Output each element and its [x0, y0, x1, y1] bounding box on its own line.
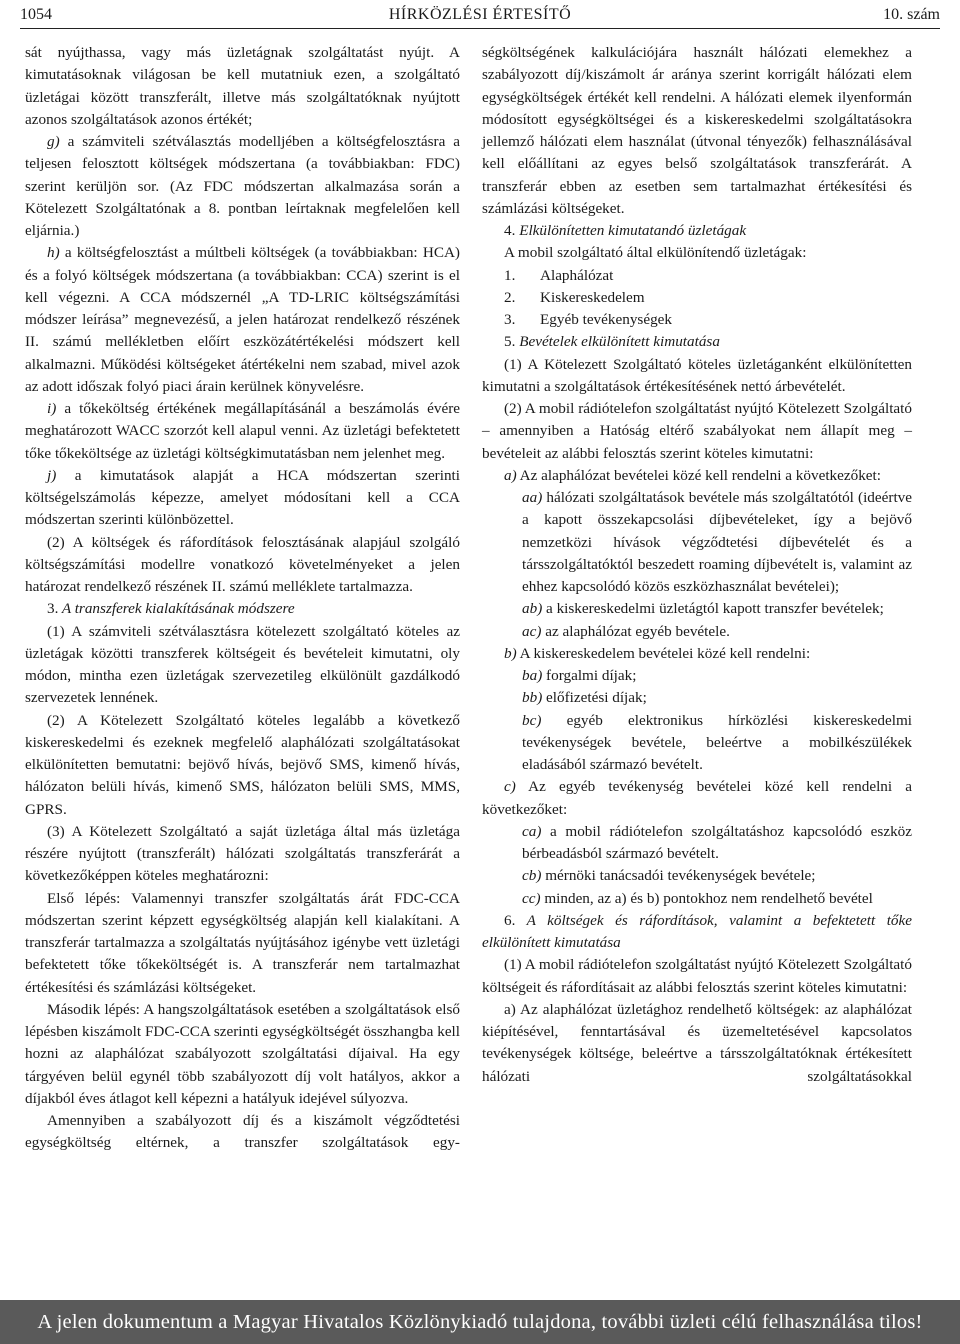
section-title: A transzferek kialakításának módszere [58, 600, 295, 618]
point-marker: a) [504, 466, 517, 484]
section-title: Bevételek elkülönített kimutatása [515, 333, 720, 351]
paragraph: (2) A mobil rádiótelefon szolgáltatást nyújtó Kötelezett Szolgáltató – amennyiben a Hatóság eltérő szabályokat nem állapít meg – bevételeit az alábbi felosztás szerint köteles kimutatni: [482, 400, 912, 462]
sub-point-marker: ac) [522, 622, 542, 640]
paragraph: (1) A számviteli szétválasztásra kötelezett szolgáltató köteles az üzletágak közötti transzferek költségeit és bevételeit kimutatni, oly módon, mintha ezen üzletágak szervezetileg elkülönült gazdálkodó szervezetek lennének. [25, 622, 460, 707]
list-number: 3. [504, 311, 516, 328]
sub-point-marker: cc) [522, 889, 541, 907]
section-heading [482, 220, 912, 242]
sub-point-marker: ab) [522, 600, 543, 618]
sub-point [482, 487, 912, 598]
sub-point-marker: cb) [522, 867, 542, 885]
paragraph: (1) A mobil rádiótelefon szolgáltatást nyújtó Kötelezett Szolgáltató költségeit és ráfordításait az alábbi felosztás szerint köteles kimutatni: [482, 956, 912, 996]
sub-point [482, 621, 912, 643]
sub-point [482, 821, 912, 866]
point-text: a kimutatások alapját a HCA módszertan szerinti költségelszámolás képezze, amelyet módosítani kell a CCA módszertan szerinti különbözettel. [25, 466, 460, 529]
paragraph: A mobil szolgáltató által elkülönítendő üzletágak: [504, 244, 807, 262]
list-number: 1. [504, 266, 516, 284]
point-marker: j) [47, 466, 57, 484]
lettered-point [482, 776, 912, 821]
sub-point-marker: bb) [522, 689, 543, 707]
sub-point-marker: bc) [522, 711, 542, 729]
section-number: 3. [47, 600, 59, 618]
list-text: Egyéb tevékenységek [540, 311, 672, 328]
section-number: 6. [504, 911, 516, 929]
list-text: Alaphálózat [540, 266, 614, 284]
paragraph: a) Az alaphálózat üzletághoz rendelhető költségek: az alaphálózat kiépítésével, fenntartásával és üzemeltetésével kapcsolatos tevékenységek költsége, beleértve a társszolgáltatóknak értékesített hálózati szolgáltatásokkal [482, 1000, 912, 1085]
sub-point [482, 665, 912, 687]
point-text: Az egyéb tevékenység bevételei közé kell rendelni a következőket: [482, 778, 912, 818]
watermark-text: A jelen dokumentum a Magyar Hivatalos Közlönykiadó tulajdona, további üzleti célú felhasználása tilos! [37, 1311, 923, 1333]
section-title: Elkülönítetten kimutatandó üzletágak [515, 222, 747, 239]
sub-point-marker: ba) [522, 667, 543, 684]
sub-point-text: a kiskereskedelmi üzletágtól kapott transzfer bevételek; [542, 600, 884, 618]
point-text: Az alaphálózat bevételei közé kell rendelni a következőket: [516, 466, 881, 484]
paragraph: ségköltségének kalkulációjára használt hálózati elemekhez a szabályozott díj/kiszámolt ár aránya szerint korrigált hálózati elem egységköltségek értékét kell rendelni. A hálózati elemek ilyenformán módosított egységköltségei és a kiskereskedelmi szolgáltatásokra jellemző hálózati elem használat (útvonal tényezők) felhasználásával kell előállítani az egyes belső szolgáltatások transzferárát. A transzferár ebben az esetben sem tartalmazhat értékesítési és számlázási költségeket. [482, 44, 912, 217]
section-heading [482, 331, 912, 353]
point-text: a költségfelosztást a múltbeli költségek (a továbbiakban: HCA) és a folyó költségek módszertana (a továbbiakban: CCA) szerint is el kell végezni. A CCA módszernél „A TD-LRIC költségszámítási módszer leírása” megnevezésű, a jelen határozat rendelkező részének II. számú mellékletben előírt eszközátértékelési módszert kell alkalmazni. Működési költségeket átértékelni nem szabad, mivel azok az adott időszak folyó piaci árain kerülnek könyvelésre. [25, 244, 460, 395]
paragraph: Amennyiben a szabályozott díj és a kiszámolt végződtetési egységköltség eltérnek, a transzfer szolgáltatások egy- [25, 1112, 460, 1152]
list-text: Kiskereskedelem [540, 288, 645, 306]
point-text: a számviteli szétválasztás modelljében a költségfelosztásra a teljesen felosztott költségek módszertana (a továbbiakban: FDC) szerint kerüljön sor. (Az FDC módszertan alkalmazása során a Kötelezett Szolgáltatónak a 8. pontban leírtaknak megfelelően kell eljárnia.) [25, 133, 460, 239]
sub-point-marker: aa) [522, 489, 543, 506]
sub-point [482, 687, 912, 709]
list-number: 2. [504, 288, 516, 306]
paragraph: sát nyújthassa, vagy más üzletágnak szolgáltatást nyújt. A kimutatásoknak világosan be kell mutatniuk ezen, a szolgáltató üzletágai között transzferált, illetve más szolgáltatóknak nyújtott azonos szolgáltatások azonos értékét; [25, 44, 460, 128]
sub-point [482, 598, 912, 620]
paragraph: (3) A Kötelezett Szolgáltató a saját üzletága által más üzletága részére nyújtott (transzferált) hálózati szolgáltatás transzferárát a következőképpen köteles meghatározni: [25, 822, 460, 885]
sub-point-text: mérnöki tanácsadói tevékenységek bevétele; [541, 867, 816, 885]
copyright-watermark [0, 1300, 960, 1344]
paragraph: (2) A Kötelezett Szolgáltató köteles legalább a következő kiskereskedelmi és ezeknek megfelelő alaphálózati szolgáltatásokat elkülönítetten bemutatni: bejövő hívás, bejövő SMS, kimenő hívás, hálózaton belüli hívás, kimenő SMS, hálózaton belüli SMS, MMS, GPRS. [25, 711, 460, 818]
lettered-point [482, 465, 912, 487]
point-marker: h) [47, 244, 60, 262]
numbered-list-item [482, 287, 912, 309]
lettered-point [25, 398, 460, 465]
issue-number: 10. szám [883, 6, 940, 23]
sub-point-text: előfizetési díjak; [542, 689, 647, 707]
lettered-point [25, 242, 460, 398]
page-number: 1054 [20, 6, 52, 23]
sub-point-text: az alaphálózat egyéb bevétele. [541, 622, 730, 640]
numbered-list-item [482, 309, 912, 331]
journal-title: HÍRKÖZLÉSI ÉRTESÍTŐ [388, 6, 572, 23]
section-heading [25, 598, 460, 620]
paragraph: (1) A Kötelezett Szolgáltató köteles üzletáganként elkülönítetten kimutatni a szolgáltatások értékesítésének nettó árbevételét. [482, 355, 912, 395]
sub-point-marker: ca) [522, 822, 542, 840]
sub-point-text: hálózati szolgáltatások bevétele más szolgáltatótól (ideértve a kapott összekapcsolási díjbevételeket, így a bejövő nemzetközi hívások végződtetési díjbevételét és a társszolgáltatóktól beszedett roaming díjbevételt is, valamint az ehhez kapcsolódó közös eszközhasználat bevételei); [522, 489, 912, 595]
lettered-point [25, 131, 460, 242]
paragraph: (2) A költségek és ráfordítások felosztásának alapjául szolgáló költségszámítási modellre vonatkozó követelményeket a jelen határozat rendelkező részének II. számú melléklete tartalmazza. [25, 533, 460, 595]
sub-point-text: egyéb elektronikus hírközlési kiskereskedelmi tevékenységek bevétele, beleértve a mobilkészülékek eladásából származó bevételt. [522, 711, 912, 773]
point-marker: c) [504, 778, 516, 796]
section-number: 5. [504, 333, 516, 351]
sub-point [482, 865, 912, 887]
paragraph: Második lépés: A hangszolgáltatások esetében a szolgáltatások első lépésben kiszámolt FDC-CCA szerinti egységköltségét összhangba kell hozni az alaphálózat szabályozott szolgáltatási díjaival. Ha egy tárgyéven belül egynél több szabályozott díj volt hatályos, akkor a díjakból éves átlagot kell képezni a hatályuk idejével súlyozva. [25, 1000, 460, 1107]
section-number: 4. [504, 222, 516, 239]
point-marker: i) [47, 400, 57, 417]
sub-point-text: a mobil rádiótelefon szolgáltatáshoz kapcsolódó eszköz bérbeadásból származó bevételt. [522, 822, 912, 862]
point-marker: g) [47, 133, 60, 150]
point-marker: b) [504, 644, 517, 662]
section-heading [482, 910, 912, 955]
paragraph: Első lépés: Valamennyi transzfer szolgáltatás árát FDC-CCA módszertan szerint képzett egységköltség alapján kell kialakítani. A transzferár tartalmazza a szolgáltatás nyújtásához igénybe vett üzletági befektetett tőke tőkeköltségét is. A transzferár nem tartalmazhat értékesítési és számlázási költségeket. [25, 889, 460, 996]
section-title: A költségek és ráfordítások, valamint a befektetett tőke elkülönített kimutatása [482, 911, 912, 951]
lettered-point [25, 465, 460, 532]
right-column [482, 42, 912, 1088]
point-text: a tőkeköltség értékének megállapításánál a beszámolás évére meghatározott WACC szorzót kell alapul venni. Az üzletági befektetett tőke tőkeköltsége az üzletági költségkimutatásban nem jelenhet meg. [25, 400, 460, 462]
sub-point [482, 710, 912, 777]
numbered-list-item [482, 265, 912, 287]
point-text: A kiskereskedelem bevételei közé kell rendelni: [516, 644, 811, 662]
sub-point-text: minden, az a) és b) pontokhoz nem rendelhető bevétel [540, 889, 873, 907]
sub-point-text: forgalmi díjak; [542, 667, 637, 684]
left-column [25, 42, 460, 1155]
sub-point [482, 888, 912, 910]
lettered-point [482, 643, 912, 665]
page-header [20, 2, 940, 29]
